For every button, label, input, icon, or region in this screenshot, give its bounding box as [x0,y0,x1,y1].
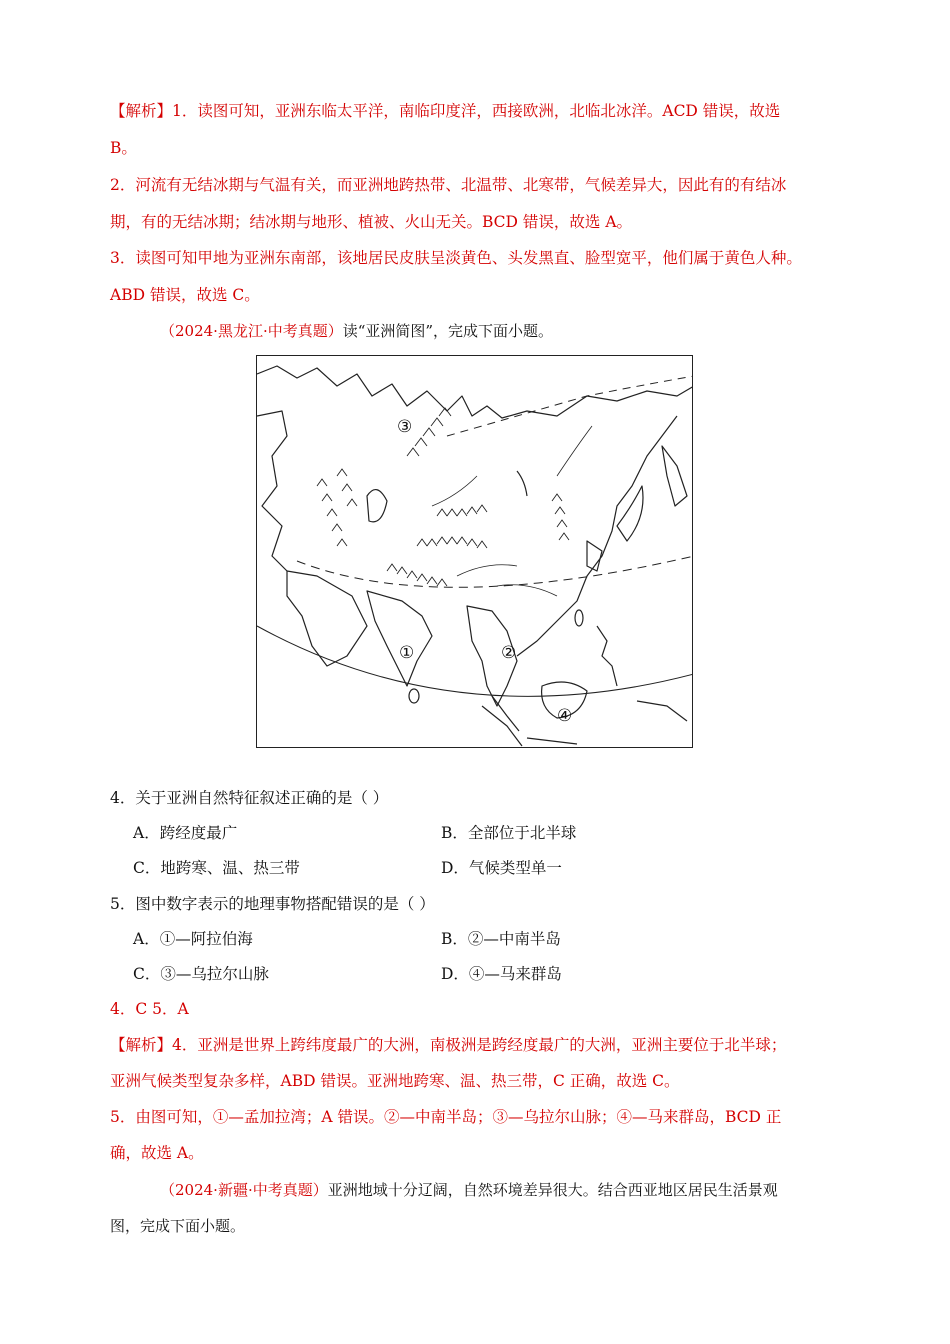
map-label-4: ④ [557,706,573,726]
q4-option-c[interactable]: C．地跨寒、温、热三带 [133,859,300,877]
analysis-2-line-4: 确，故选 A。 [110,1144,204,1162]
asia-map [256,355,693,748]
question-intro-2-line-2: 图，完成下面小题。 [110,1217,246,1235]
analysis-1-line-5: 3．读图可知甲地为亚洲东南部，该地居民皮肤呈淡黄色、头发黑直、脸型宽平，他们属于黄色人种。 [110,249,802,267]
map-label-3: ③ [397,417,413,437]
question-intro-1: （2024·黑龙江·中考真题）读“亚洲简图”，完成下面小题。 [160,322,554,340]
question-5-stem: 5．图中数字表示的地理事物搭配错误的是（ ） [110,895,435,913]
analysis-1-line-1: 【解析】1．读图可知，亚洲东临太平洋，南临印度洋，西接欧洲，北临北冰洋。ACD 错误，故选 [110,102,781,120]
q5-option-d[interactable]: D．④—马来群岛 [441,965,562,983]
q4-option-a[interactable]: A．跨经度最广 [133,824,238,842]
analysis-1-line-4: 期，有的无结冰期；结冰期与地形、植被、火山无关。BCD 错误，故选 A。 [110,213,633,231]
analysis-1-line-2: B。 [110,139,137,157]
analysis-1-line-3: 2．河流有无结冰期与气温有关，而亚洲地跨热带、北温带、北寒带，气候差异大，因此有的有结冰 [110,176,787,194]
question-source: （2024·新疆·中考真题） [160,1181,328,1199]
analysis-2-line-2: 亚洲气候类型复杂多样，ABD 错误。亚洲地跨寒、温、热三带，C 正确，故选 C。 [110,1072,680,1090]
q4-option-b[interactable]: B．全部位于北半球 [441,824,577,842]
analysis-tag: 【解析】 [110,102,173,120]
q5-option-c[interactable]: C．③—乌拉尔山脉 [133,965,269,983]
map-label-2: ② [501,643,517,663]
answers: 4．C 5．A [110,1000,189,1018]
q5-option-b[interactable]: B．②—中南半岛 [441,930,561,948]
question-intro-2: （2024·新疆·中考真题）亚洲地域十分辽阔，自然环境差异很大。结合西亚地区居民生活景观 [160,1181,778,1199]
analysis-2-line-1: 【解析】4．亚洲是世界上跨纬度最广的大洲，南极洲是跨经度最广的大洲，亚洲主要位于北半球； [110,1036,787,1054]
analysis-2-line-3: 5．由图可知，①—孟加拉湾；A 错误。②—中南半岛；③—乌拉尔山脉；④—马来群岛，BCD 正 [110,1108,782,1126]
q5-option-a[interactable]: A．①—阿拉伯海 [133,930,253,948]
analysis-tag: 【解析】 [110,1036,173,1054]
question-4-stem: 4．关于亚洲自然特征叙述正确的是（ ） [110,789,389,807]
analysis-1-line-6: ABD 错误，故选 C。 [110,286,260,304]
asia-map-drawing [257,356,693,748]
map-label-1: ① [399,643,415,663]
q4-option-d[interactable]: D．气候类型单一 [441,859,562,877]
question-source: （2024·黑龙江·中考真题） [160,322,343,340]
